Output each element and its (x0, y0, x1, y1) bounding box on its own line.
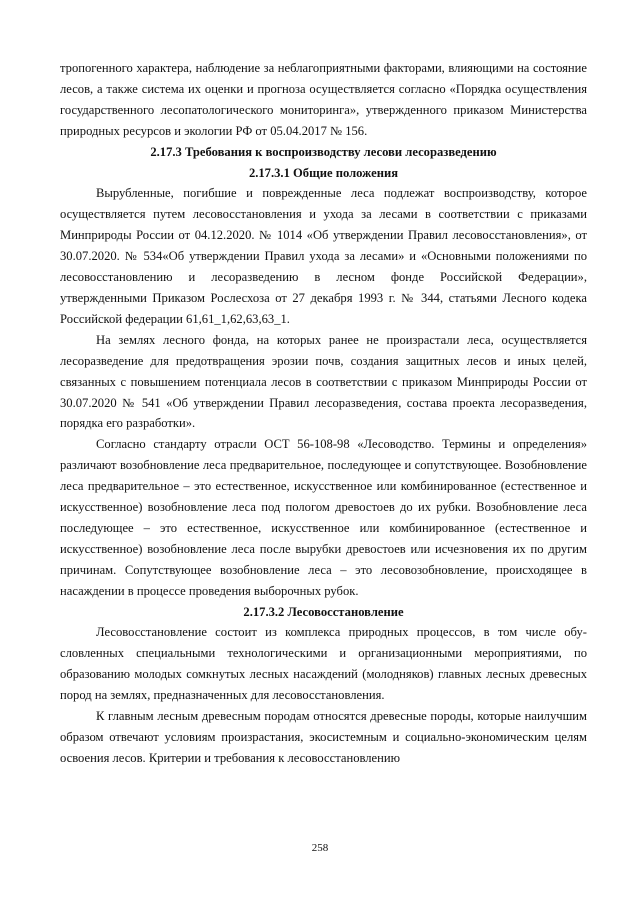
section-heading-2-17-3: 2.17.3 Требования к воспроизводству лесови лесоразведению (150, 144, 497, 159)
paragraph-standard-ost: Согласно стандарту отрасли ОСТ 56-108-98 «Лесоводство. Термины и определения» различают возобновление леса предварительное, последующее и сопутствующее. Возобновление леса предварительное – это естественное, искусственное или комбинированное (естественное и искусственное) возобновление леса под пологом древостоев до их рубки. Возобновление леса последующее – это естественное, искусственное или комбинированное (естественное и искусственное) возобновление леса после вырубки древостоев или исчезновения их по другим причинам. Сопутствующее возобновление леса – это лесовозобновление, происходящее в насаждении в процессе проведения выборочных рубок. (60, 437, 587, 598)
paragraph-continuation: тропогенного характера, наблюдение за неблагоприятными факторами, влияющими на состояние лесов, а также система их оценки и прогноза осуществляется согласно «Порядка осуществления государственного лесопатологического мониторинга», утвержденного приказом Министерства природных ресурсов и экологии РФ от 05.04.2017 № 156. (60, 61, 587, 138)
paragraph-main-species: К главным лесным древесным породам относятся древесные породы, которые наилучшим образом отвечают условиям произрастания, экосистемным и социально-экономическим целям освоения лесов. Критерии и требования к лесовосстановлению (60, 709, 587, 765)
paragraph-reproduction: Вырубленные, погибшие и поврежденные леса подлежат воспроизводству, которое осуществляется путем лесовосстановления и ухода за лесами в соответствии с приказами Минприроды России от 04.12.2020. № 1014 «Об утверждении Правил лесовосстановления», от 30.07.2020. № 534«Об утверждении Правил ухода за лесами» и «Основными положениями по лесовосстановлению и лесоразведению в лесном фонде Российской Федерации», утвержденными Приказом Рослесхоза от 27 декабря 1993 г. № 344, статьями Лесного кодека Российской федерации 61,61_1,62,63,63_1. (60, 186, 587, 326)
section-heading-2-17-3-1: 2.17.3.1 Общие положения (248, 165, 399, 180)
section-heading-2-17-3-2: 2.17.3.2 Лесовосстановление (243, 604, 404, 619)
paragraph-afforestation: На землях лесного фонда, на которых ранее не произрастали леса, осуществляется лесоразведение для предотвращения эрозии почв, создания защитных лесов и иных целей, связанных с повышением потенциала лесов в соответствии с приказом Минприроды России от 30.07.2020 № 541 «Об утверждении Правил лесоразведения, состава проекта лесоразведения, порядка его разработки». (60, 332, 587, 431)
page-number: 258 (311, 842, 329, 854)
paragraph-reforestation: Лесовосстановление состоит из комплекса природных процессов, в том числе обусловленных специальными технологическими и организационными мероприятиями, по образованию молодых сомкнутых лесных насаждений (молодняков) главных лесных древесных пород на землях, предназначенных для лесовосстановления. (60, 625, 587, 703)
document-page (60, 58, 587, 769)
